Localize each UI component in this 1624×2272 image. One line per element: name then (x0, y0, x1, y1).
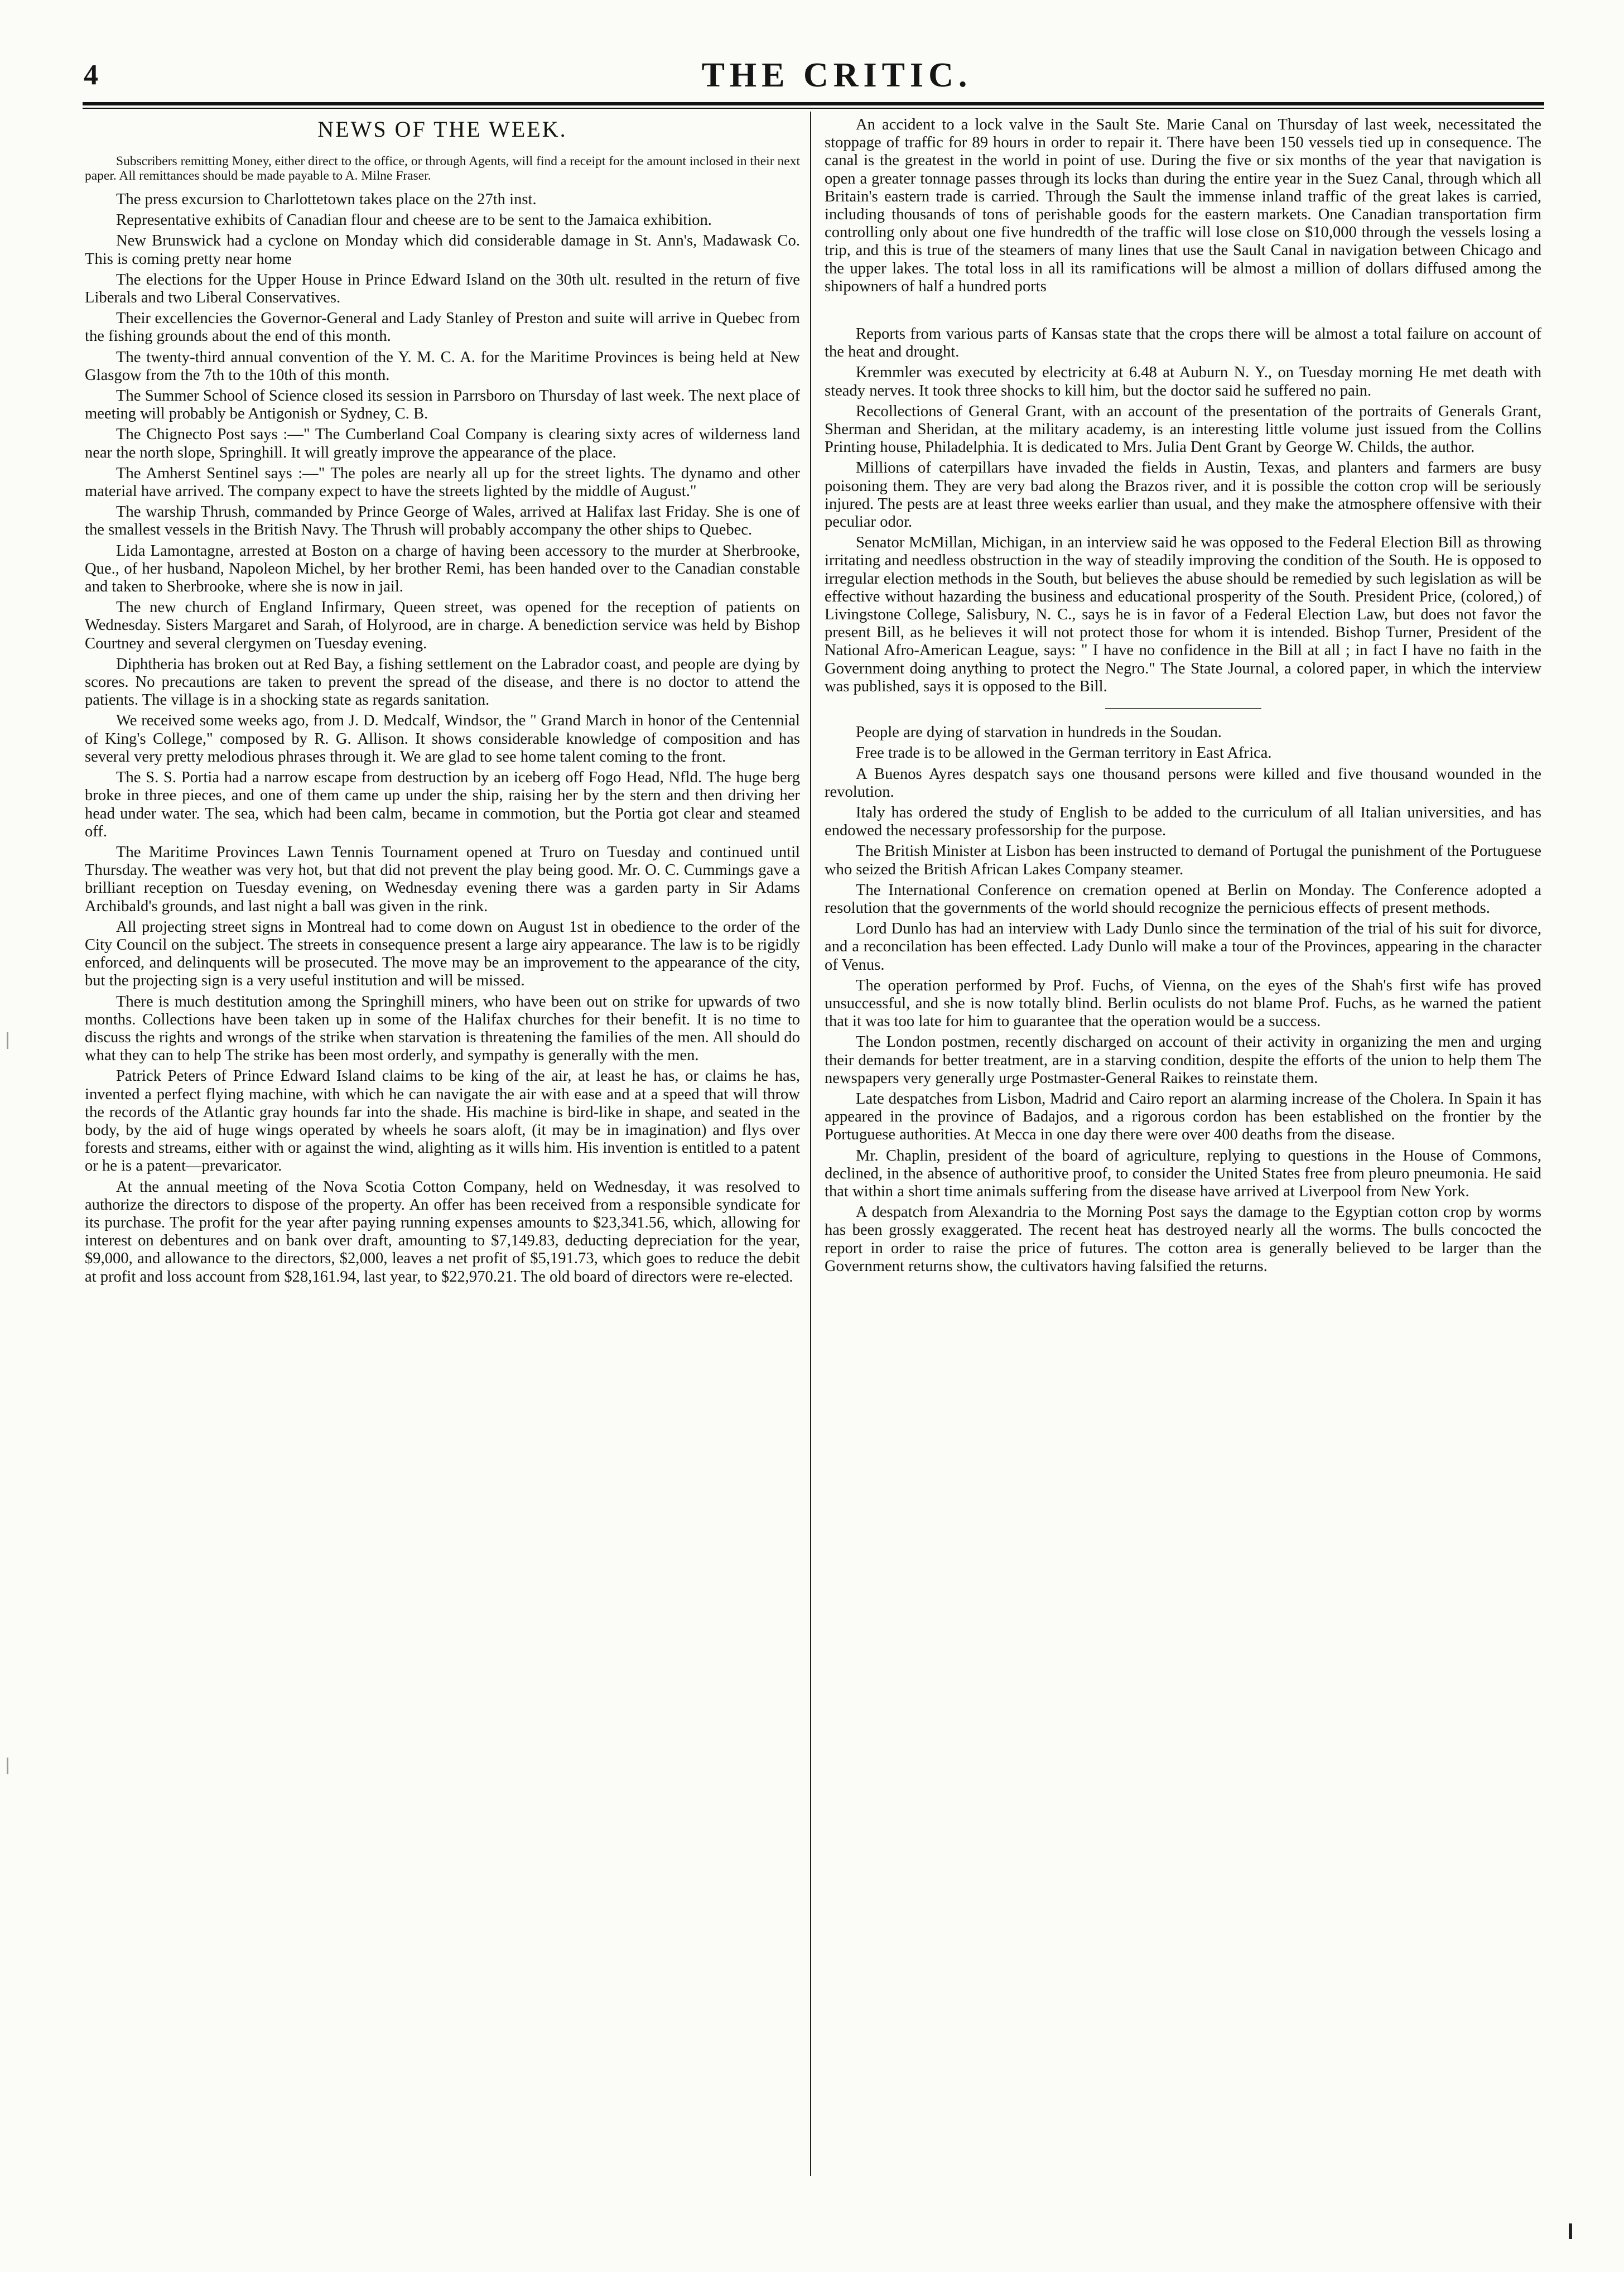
news-item: Mr. Chaplin, president of the board of agriculture, replying to questions in the House of Commons, declined, in the absence of authoritive proof, to consider the United States free from pleuro pneumonia. He said that within a short time animals suffering from the disease have arrived at Liverpool from New York. (825, 1147, 1541, 1200)
news-item: All projecting street signs in Montreal had to come down on August 1st in obedience to the order of the City Council on the subject. The streets in consequence present a large airy appearance. The law is to be rigidly enforced, and delinquents will be prosecuted. The move may be an improvement to the appearance of the city, but the projecting sign is a very useful institution and will be missed. (85, 918, 800, 990)
news-item: The Chignecto Post says :—" The Cumberland Coal Company is clearing sixty acres of wilderness land near the north slope, Springhill. It will greatly improve the appearance of the place. (85, 426, 800, 461)
news-item: The press excursion to Charlottetown takes place on the 27th inst. (116, 191, 537, 208)
ink-smudge (1569, 2223, 1572, 2239)
news-item: The London postmen, recently discharged on account of their activity in organizing the men and urging their demands for better treatment, are in a starving condition, despite the efforts of the union to help them The newspapers very generally urge Postmaster-General Raikes to reinstate them. (825, 1033, 1541, 1087)
news-item: There is much destitution among the Springhill miners, who have been out on strike for upwards of two months. Collections have been taken up in some of the Halifax churches for their benefit. It is no time to discuss the rights and wrongs of the strike when starvation is threatening the families of the men. All should do what they can to help The strike has been most orderly, and sympathy is generally with the men. (85, 993, 800, 1065)
news-item: Lida Lamontagne, arrested at Boston on a charge of having been accessory to the murder at Sherbrooke, Que., of her husband, Napoleon Michel, by her brother Remi, has been handed over to the Canadian constable and taken to Sherbrooke, where she is now in jail. (85, 542, 800, 596)
header-rule-thin (83, 108, 1544, 109)
left-column (85, 116, 800, 1289)
news-item: People are dying of starvation in hundreds in the Soudan. (856, 724, 1222, 742)
news-item: Senator McMillan, Michigan, in an interview said he was opposed to the Federal Election Bill as throwing irritating and needless obstruction in the way of steadily improving the condition of the South. He is opposed to irregular election methods in the South, but believes the abuse should be remedied by such legislation as will be effective without hazarding the business and educational prosperity of the South. President Price, (colored,) of Livingstone College, Salisbury, N. C., says he is in favor of a Federal Election Law, but does not favor the present Bill, as he believes it will not protect those for whom it is intended. Bishop Turner, President of the National Afro-American League, says: " I have no confidence in the Bill at all ; in fact I have no faith in the Government doing anything to protect the Negro." The State Journal, a colored paper, in which the interview was published, says it is opposed to the Bill. (825, 534, 1541, 695)
news-item: Kremmler was executed by electricity at 6.48 at Auburn N. Y., on Tuesday morning He met death with steady nerves. It took three shocks to kill him, but the doctor said he suffered no pain. (825, 364, 1541, 399)
news-item: Late despatches from Lisbon, Madrid and Cairo report an alarming increase of the Cholera. In Spain it has appeared in the province of Badajos, and a rigorous cordon has been established on the frontier by the Portuguese authorities. At Mecca in one day there were over 400 deaths from the disease. (825, 1090, 1541, 1144)
news-item: The warship Thrush, commanded by Prince George of Wales, arrived at Halifax last Friday. She is one of the smallest vessels in the British Navy. The Thrush will probably accompany the other ships to Quebec. (85, 503, 800, 539)
news-item: The S. S. Portia had a narrow escape from destruction by an iceberg off Fogo Head, Nfld. The huge berg broke in three pieces, and one of them came up under the ship, raising her by the stern and then driving her head under water. The sea, which had been calm, became in commotion, but the Portia got clear and steamed off. (85, 769, 800, 840)
section-heading: NEWS OF THE WEEK. (317, 117, 567, 142)
news-item: The elections for the Upper House in Prince Edward Island on the 30th ult. resulted in the return of five Liberals and two Liberal Conservatives. (85, 271, 800, 307)
section-divider (1105, 708, 1261, 709)
news-item: The International Conference on cremation opened at Berlin on Monday. The Conference adopted a resolution that the governments of the world should recognize the pernicious effects of present methods. (825, 881, 1541, 917)
subscriber-notice: Subscribers remitting Money, either direct to the office, or through Agents, will find a receipt for the amount inclosed in their next paper. All remittances should be made payable to A. Milne Fraser. (85, 154, 800, 183)
paragraph-gap (825, 299, 1541, 325)
news-item: The twenty-third annual convention of the Y. M. C. A. for the Maritime Provinces is being held at New Glasgow from the 7th to the 10th of this month. (85, 348, 800, 384)
scan-edge-mark (7, 1032, 8, 1049)
header-rule-thick (83, 102, 1544, 105)
news-item: At the annual meeting of the Nova Scotia Cotton Company, held on Wednesday, it was resolved to authorize the directors to dispose of the property. An offer has been received from a responsible syndicate for its purchase. The profit for the year after paying running expenses amounts to $23,341.56, which, allowing for interest on debentures and on bank over draft, amounting to $7,149.83, deducting depreciation for the year, $9,000, and allowance to the directors, $2,000, leaves a net profit of $5,191.73, which goes to reduce the debit at profit and loss account from $28,161.94, last year, to $22,970.21. The old board of directors were re-elected. (85, 1178, 800, 1286)
journal-title: THE CRITIC. (701, 56, 972, 94)
news-item: We received some weeks ago, from J. D. Medcalf, Windsor, the " Grand March in honor of the Centennial of King's College," composed by R. G. Allison. It shows considerable knowledge of composition and has several very pretty melodious phrases through it. We are glad to see home talent coming to the front. (85, 712, 800, 766)
news-item: The new church of England Infirmary, Queen street, was opened for the reception of patients on Wednesday. Sisters Margaret and Sarah, of Holyrood, are in charge. A benediction service was held by Bishop Courtney and several clergymen on Tuesday evening. (85, 599, 800, 652)
news-item: Millions of caterpillars have invaded the fields in Austin, Texas, and planters and farmers are busy poisoning them. They are very bad along the Brazos river, and it is possible the cotton crop will be seriously injured. The pests are at least three weeks earlier than usual, and they make the atmosphere offensive with their peculiar odor. (825, 459, 1541, 531)
news-item: An accident to a lock valve in the Sault Ste. Marie Canal on Thursday of last week, necessitated the stoppage of traffic for 89 hours in order to repair it. There have been 150 vessels tied up in consequence. The canal is the greatest in the world in point of use. During the five or six months of the year that navigation is open a greater tonnage passes through its locks than during the entire year in the Suez Canal, through which all Britain's eastern trade is carried. Through the Sault the immense inland traffic of the great lakes is carried, including thousands of tons of perishable goods for the eastern markets. One Canadian transportation firm controlling only about one five hundredth of the traffic will lose close on $10,000 through the vessels losing a trip, and this is true of the steamers of many lines that use the Sault Canal in navigation between Chicago and the upper lakes. The total loss in all its ramifications will be almost a million of dollars diffused among the shipowners of half a hundred ports (825, 116, 1541, 295)
page-number: 4 (84, 59, 98, 91)
news-item: The British Minister at Lisbon has been instructed to demand of Portugal the punishment of the Portuguese who seized the British African Lakes Company steamer. (825, 843, 1541, 878)
news-item: Italy has ordered the study of English to be added to the curriculum of all Italian universities, and has endowed the necessary professorship for the purpose. (825, 803, 1541, 840)
news-item: The Summer School of Science closed its session in Parrsboro on Thursday of last week. The next place of meeting will probably be Antigonish or Sydney, C. B. (85, 387, 800, 423)
news-item: Free trade is to be allowed in the German territory in East Africa. (856, 744, 1272, 762)
news-item: Their excellencies the Governor-General and Lady Stanley of Preston and suite will arrive in Quebec from the fishing grounds about the end of this month. (85, 310, 800, 345)
news-item: Reports from various parts of Kansas state that the crops there will be almost a total failure on account of the heat and drought. (825, 325, 1541, 361)
scan-edge-mark (7, 1758, 8, 1774)
news-item: A Buenos Ayres despatch says one thousand persons were killed and five thousand wounded in the revolution. (825, 765, 1541, 801)
column-divider (810, 112, 811, 2176)
news-item: A despatch from Alexandria to the Morning Post says the damage to the Egyptian cotton crop by worms has been grossly exaggerated. The recent heat has destroyed nearly all the worms. The bulls concocted the report in order to raise the price of futures. The cotton area is generally believed to be larger than the Government returns show, the cultivators having falsified the returns. (825, 1204, 1541, 1275)
news-item: Patrick Peters of Prince Edward Island claims to be king of the air, at least he has, or claims he has, invented a perfect flying machine, with which he can navigate the air with ease and at a speed that will throw the records of the Atlantic gray hounds far into the shade. His machine is bird-like in shape, and seated in the body, by the aid of huge wings operated by wheels he soars aloft, (it may be in imagination) and flys over forests and streams, either with or against the wind, alighting as it wills him. His invention is entitled to a patent or he is a patent—prevaricator. (85, 1067, 800, 1175)
news-item: The Maritime Provinces Lawn Tennis Tournament opened at Truro on Tuesday and continued until Thursday. The weather was very hot, but that did not prevent the play being good. Mr. O. C. Cummings gave a brilliant reception on Tuesday evening, on Wednesday evening there was a garden party in Sir Adams Archibald's grounds, and last night a ball was given in the rink. (85, 843, 800, 915)
news-item: The Amherst Sentinel says :—" The poles are nearly all up for the street lights. The dynamo and other material have arrived. The company expect to have the streets lighted by the middle of August." (85, 464, 800, 500)
news-item: Diphtheria has broken out at Red Bay, a fishing settlement on the Labrador coast, and people are dying by scores. No precautions are taken to prevent the spread of the disease, and there is no doctor to attend the patients. The village is in a shocking state as regards sanitation. (85, 655, 800, 709)
news-item: Lord Dunlo has had an interview with Lady Dunlo since the termination of the trial of his suit for divorce, and a reconcilation has been effected. Lady Dunlo will make a tour of the Provinces, appearing in the character of Venus. (825, 920, 1541, 974)
news-item: Representative exhibits of Canadian flour and cheese are to be sent to the Jamaica exhibition. (116, 211, 712, 229)
news-item: The operation performed by Prof. Fuchs, of Vienna, on the eyes of the Shah's first wife has proved unsuccessful, and she is now totally blind. Berlin oculists do not blame Prof. Fuchs, as he warned the patient that it was too late for him to guarantee that the operation would be a success. (825, 976, 1541, 1031)
right-column (825, 116, 1541, 1278)
news-item: New Brunswick had a cyclone on Monday which did considerable damage in St. Ann's, Madawask Co. This is coming pretty near home (85, 232, 800, 268)
news-item: Recollections of General Grant, with an account of the presentation of the portraits of Generals Grant, Sherman and Sheridan, at the military academy, is an interesting little volume just issued from the Collins Printing house, Philadelphia. It is dedicated to Mrs. Julia Dent Grant by George W. Childs, the author. (825, 402, 1541, 456)
